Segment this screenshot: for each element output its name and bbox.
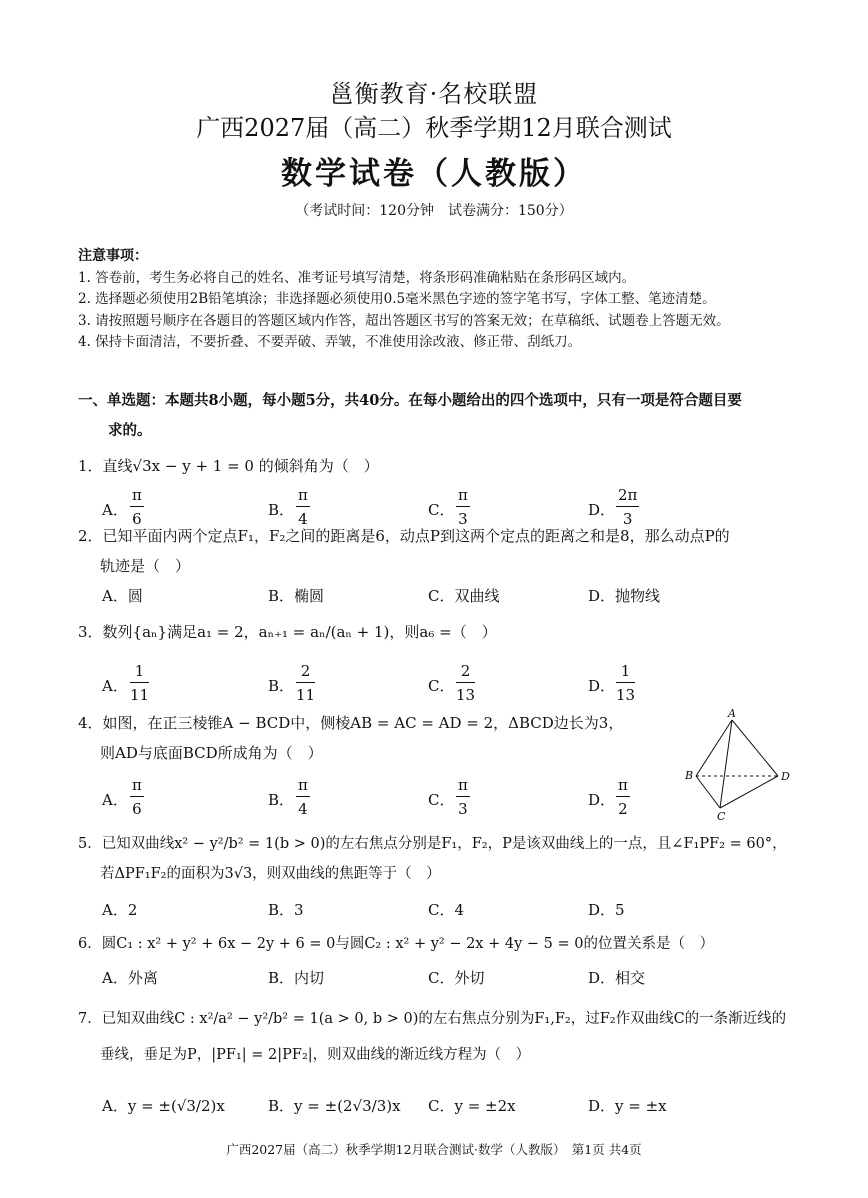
section-heading-line2: 求的。: [108, 422, 152, 439]
vertex-label-a: A: [728, 707, 736, 720]
denominator: 2: [618, 800, 628, 818]
edge-ac: [720, 720, 732, 808]
option-fraction: [456, 660, 475, 707]
denominator: 6: [132, 800, 142, 818]
question-3-options: [102, 660, 762, 712]
question-5-options: [102, 899, 762, 923]
option-label: D．: [588, 501, 616, 519]
option-label: D．: [588, 677, 616, 695]
option-c: C．y = ±2x: [428, 1097, 516, 1115]
numerator: π: [616, 774, 630, 797]
question-5-stem: [78, 829, 818, 889]
denominator: 11: [296, 686, 316, 704]
section-heading: [78, 386, 798, 446]
numerator: 1: [616, 660, 635, 683]
numerator: π: [130, 484, 144, 507]
exam-name: 广西2027届（高二）秋季学期12月联合测试: [196, 114, 672, 142]
edge-bc: [696, 776, 720, 808]
option-a: A．圆: [102, 587, 143, 605]
notice-item: 2. 选择题必须使用2B铅笔填涂；非选择题必须使用0.5毫米黑色字迹的签字笔书写，字体工整、笔迹清楚。: [78, 291, 716, 307]
paper-title: 数学试卷（人教版）: [281, 156, 587, 192]
option-label: A．: [102, 791, 128, 809]
question-4-line1: 4．如图，在正三棱锥A − BCD中，侧棱AB = AC = AD = 2，ΔBCD边长为3，: [78, 714, 624, 732]
question-4-options: [102, 774, 642, 826]
option-c: C．外切: [428, 969, 485, 987]
vertex-label-d: D: [781, 770, 790, 783]
option-label: B．: [268, 501, 295, 519]
notice-item: 1. 答卷前，考生务必将自己的姓名、准考证号填写清楚，将条形码准确粘贴在条形码区域内。: [78, 269, 636, 286]
option-label: D．: [588, 791, 616, 809]
option-label: A．: [102, 677, 128, 695]
denominator: 4: [298, 800, 308, 818]
numerator: 2: [296, 660, 315, 683]
denominator: 3: [458, 510, 468, 528]
question-7-line2: 垂线，垂足为P，|PF₁| = 2|PF₂|，则双曲线的渐近线方程为（ ）: [100, 1047, 531, 1063]
edge-ab: [696, 720, 732, 776]
option-label: C．: [428, 501, 455, 519]
alliance-title: 邕衡教育·名校联盟: [329, 80, 539, 108]
question-6-stem: 6．圆C₁ : x² + y² + 6x − 2y + 6 = 0与圆C₂ : x² + y² − 2x + 4y − 5 = 0的位置关系是（ ）: [78, 936, 714, 952]
denominator: 11: [130, 686, 150, 704]
numerator: π: [130, 774, 144, 797]
notice-block: [78, 246, 818, 354]
question-2-options: [102, 585, 762, 609]
option-b: B．椭圆: [268, 587, 325, 605]
option-a: A．外离: [102, 969, 158, 987]
option-label: A．: [102, 501, 128, 519]
numerator: 1: [130, 660, 149, 683]
option-b: B．3: [268, 901, 304, 919]
option-fraction: [616, 660, 635, 707]
question-7-options: [102, 1095, 762, 1119]
denominator: 3: [622, 510, 633, 528]
question-2-line1: 2．已知平面内两个定点F₁，F₂之间的距离是6，动点P到这两个定点的距离之和是8，那么动点P的: [78, 527, 730, 545]
exam-info: （考试时间：120分钟 试卷满分：150分）: [295, 203, 573, 219]
option-c: C．双曲线: [428, 587, 500, 605]
option-fraction: [130, 774, 144, 821]
denominator: 6: [132, 510, 142, 528]
option-fraction: [296, 660, 315, 707]
option-c: C．4: [428, 901, 465, 919]
question-4-line2: 则AD与底面BCD所成角为（ ）: [100, 744, 323, 762]
question-7-line1: 7．已知双曲线C : x²/a² − y²/b² = 1(a > 0, b > 0)的左右焦点分别为F₁,F₂，过F₂作双曲线C的一条渐近线的: [78, 1011, 787, 1027]
notice-title: 注意事项：: [78, 248, 148, 264]
option-fraction: [296, 774, 310, 821]
question-2-line2: 轨迹是（ ）: [100, 557, 191, 575]
denominator: 4: [298, 510, 308, 528]
option-fraction: [616, 774, 630, 821]
option-label: C．: [428, 791, 455, 809]
question-5-line1: 5．已知双曲线x² − y²/b² = 1(b > 0)的左右焦点分别是F₁，F₂，P是该双曲线上的一点，且∠F₁PF₂ = 60°，: [78, 836, 787, 852]
numerator: π: [456, 774, 470, 797]
option-a: A．2: [102, 901, 138, 919]
pyramid-figure: [668, 706, 808, 822]
option-b: B．y = ±(2√3/3)x: [268, 1097, 401, 1115]
denominator: 13: [616, 686, 636, 704]
option-b: B．内切: [268, 969, 325, 987]
question-2-stem: [78, 521, 798, 581]
option-d: D．5: [588, 901, 625, 919]
option-label: B．: [268, 677, 295, 695]
option-d: D．相交: [588, 969, 646, 987]
notice-item: 3. 请按照题号顺序在各题目的答题区域内作答，超出答题区书写的答案无效；在草稿纸、试题卷上答题无效。: [78, 312, 730, 329]
option-label: C．: [428, 677, 455, 695]
option-label: B．: [268, 791, 295, 809]
numerator: π: [296, 774, 310, 797]
edge-ad: [732, 720, 778, 776]
numerator: 2π: [616, 484, 639, 507]
question-5-line2: 若ΔPF₁F₂的面积为3√3，则双曲线的焦距等于（ ）: [100, 866, 441, 882]
question-1-stem: 1．直线√3x − y + 1 = 0 的倾斜角为（ ）: [78, 457, 379, 475]
question-6-options: [102, 967, 762, 991]
numerator: π: [296, 484, 310, 507]
notice-item: 4. 保持卡面清洁，不要折叠、不要弄破、弄皱，不准使用涂改液、修正带、刮纸刀。: [78, 334, 582, 350]
option-d: D．抛物线: [588, 587, 661, 605]
question-3-stem: 3．数列{aₙ}满足a₁ = 2，aₙ₊₁ = aₙ/(aₙ + 1)，则a₆ =（ ）: [78, 623, 497, 641]
edge-cd: [720, 776, 778, 808]
denominator: 3: [458, 800, 468, 818]
section-heading-line1: 一、单选题：本题共8小题，每小题5分，共40分。在每小题给出的四个选项中，只有一项是符合题目要: [78, 392, 742, 409]
question-7-stem: [78, 1001, 818, 1073]
option-d: D．y = ±x: [588, 1097, 667, 1115]
numerator: π: [456, 484, 470, 507]
numerator: 2: [456, 660, 475, 683]
vertex-label-b: B: [685, 769, 694, 782]
option-fraction: [130, 660, 149, 707]
option-fraction: [456, 774, 470, 821]
question-4-stem: [78, 708, 658, 768]
option-a: A．y = ±(√3/2)x: [102, 1097, 225, 1115]
vertex-label-c: C: [717, 810, 726, 822]
page-footer: 广西2027届（高二）秋季学期12月联合测试·数学（人教版） 第1页 共4页: [226, 1142, 642, 1157]
denominator: 13: [456, 686, 476, 704]
